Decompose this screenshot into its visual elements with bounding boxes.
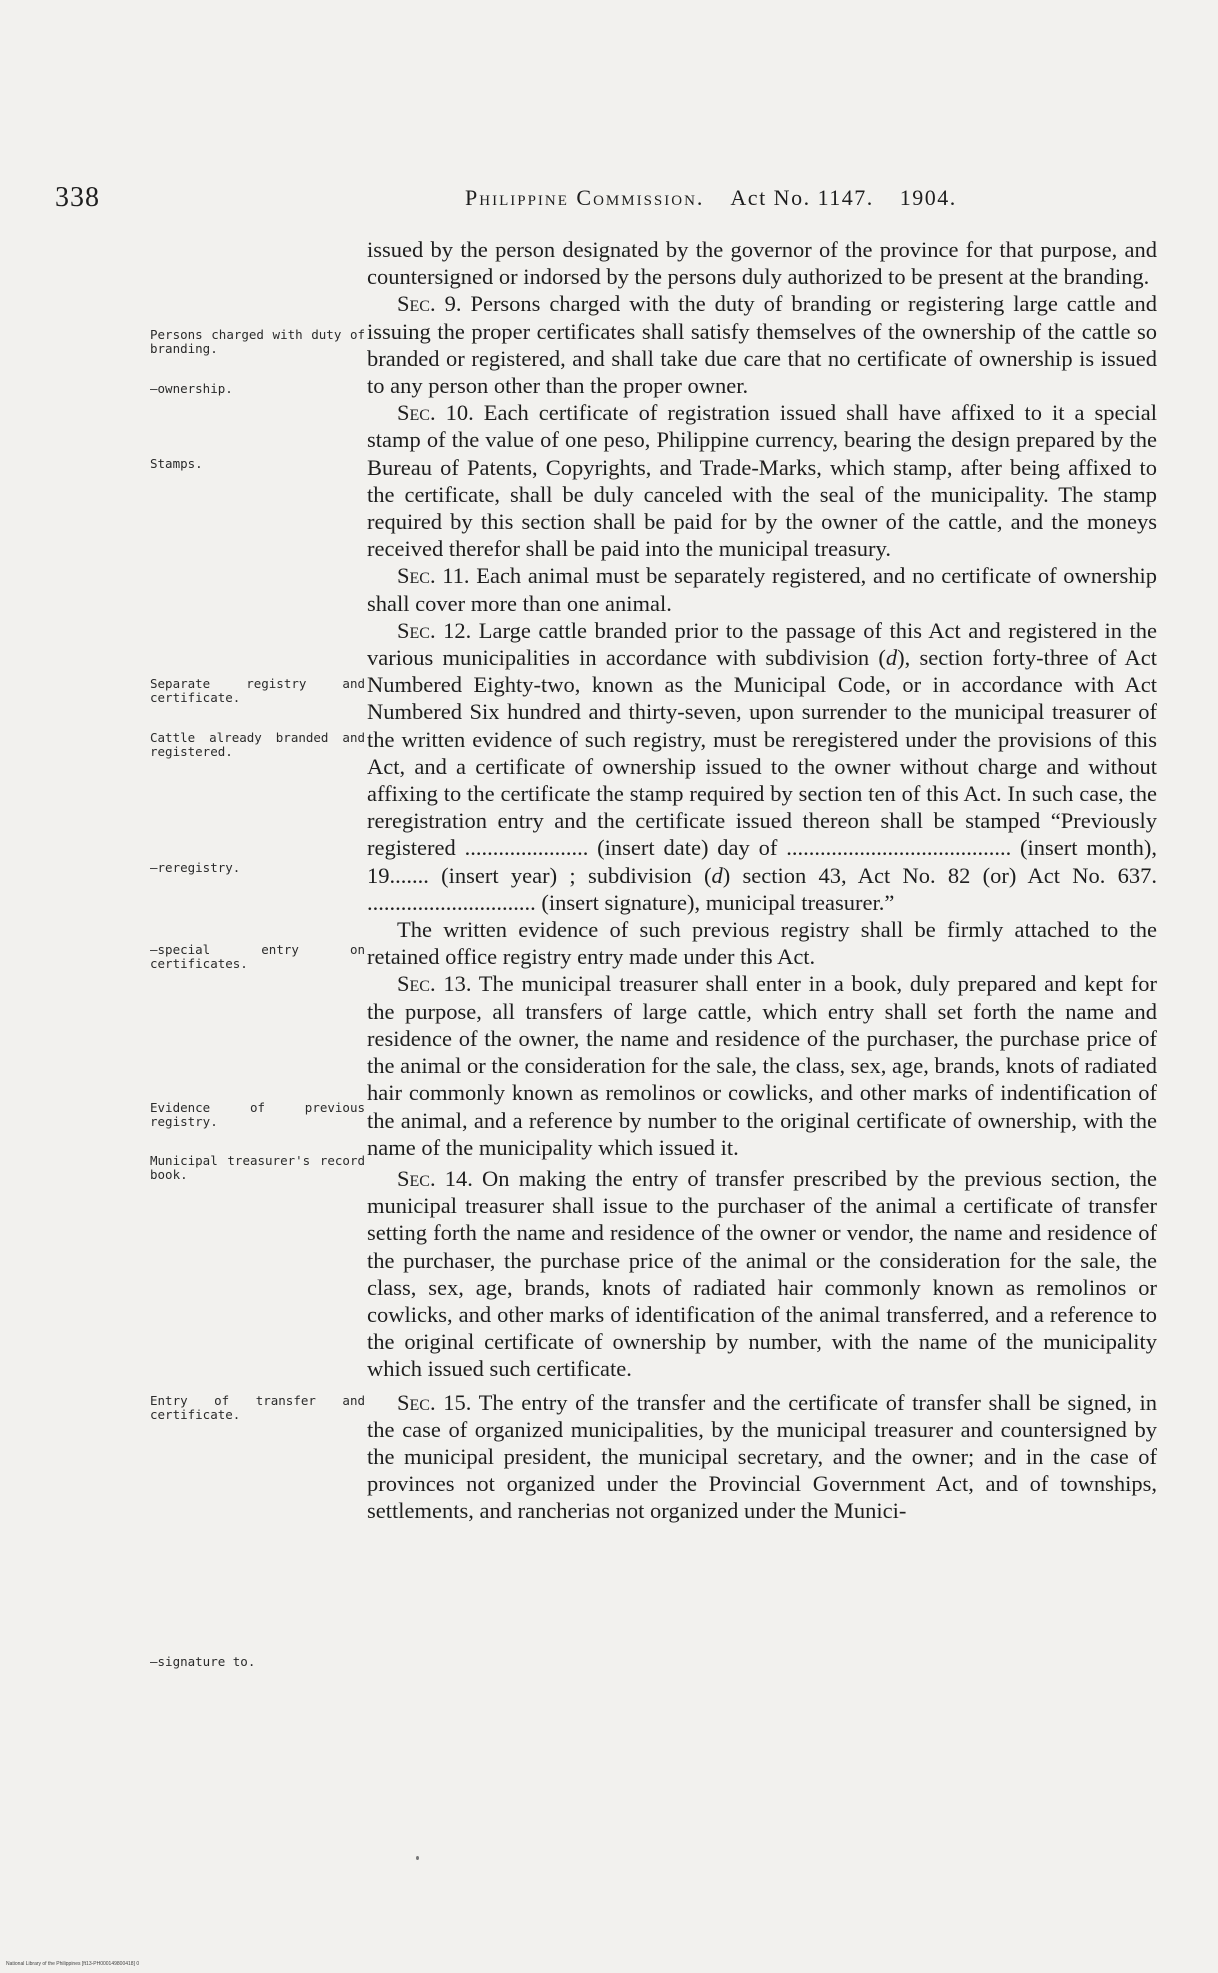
scan-footer: National Library of the Philippines [ft13-PH000149800418] 0 (6, 1961, 140, 1967)
section-12-text-a: Large cattle branded prior to the passage of this Act and registered in the various municipalities in accordance with subdivision ( (367, 617, 1158, 671)
section-15-label: Sec. 15. (397, 1389, 472, 1415)
margin-note-record-book: Municipal treasurer's record book. (150, 1153, 365, 1182)
running-head (465, 185, 1065, 211)
section-14 (367, 1165, 1157, 1383)
section-14-text: On making the entry of transfer prescribed by the previous section, the municipal treasurer shall issue to the purchaser of the animal a certificate of transfer setting forth the name and residence of the owner or vendor, the name and residence of the purchaser, the purchase price of the animal or the consideration for the sale, the class, sex, age, brands, knots of radiated hair commonly known as remolinos or cowlicks, and other marks of identification of the animal transferred, and a reference to the original certificate of ownership by number, with the name of the municipality which issued such certificate. (367, 1165, 1157, 1382)
paragraph-continuation: issued by the person designated by the governor of the province for that purpose, and countersigned or indorsed by the persons duly authorized to be present at the branding. (367, 237, 1157, 290)
section-14-label: Sec. 14. (397, 1165, 473, 1191)
margin-note-signature: —signature to. (150, 1654, 256, 1669)
print-speck (416, 1856, 419, 1860)
section-15 (367, 1389, 1157, 1525)
section-11 (367, 562, 1157, 616)
section-12-text-g: (insert signature), municipal treasurer.” (541, 889, 895, 915)
section-12-text-f: ) section 43, Act No. 82 (or) Act No. 637. (722, 862, 1158, 888)
section-10 (367, 399, 1157, 562)
section-15-text: The entry of the transfer and the certificate of transfer shall be signed, in the case of organized municipalities, by the municipal treasurer and countersigned by the municipal president, the municipal secretary, and the owner; and in the case of provinces not organized under the Provincial Government Act, and of townships, settlements, and rancherias not organized under the Munici- (367, 1389, 1157, 1524)
page-number: 338 (55, 182, 100, 213)
section-12-text-b: ), section forty-three of Act Numbered Eighty-two, known as the Municipal Code, or in accordance with Act Numbered Six hundred and thirty-seven, upon surrender to the municipal treasurer of the written evidence of such registry, must be reregistered under the provisions of this Act, and a certificate of ownership issued to the owner without charge and without affixing to the certificate the stamp required by section ten of this Act. In such case, the reregistration entry and the certificate issued thereon shall be stamped “Previously registered (367, 645, 1157, 861)
margin-note-evidence: Evidence of previous registry. (150, 1100, 365, 1129)
section-13-text: The municipal treasurer shall enter in a book, duly prepared and kept for the purpose, all transfers of large cattle, which entry shall set forth the name and residence of the owner, the name and residence of the purchaser, the purchase price of the animal or the consideration for the sale, the class, sex, age, brands, knots of radiated hair commonly known as remolinos or cowlicks, and other marks of indentification of the animal, and a reference by number to the original certificate of ownership, with the name of the municipality which issued it. (367, 971, 1158, 1160)
section-11-text: Each animal must be separately registered, and no certificate of ownership shall cover more than one animal. (367, 563, 1158, 616)
running-head-year: 1904. (899, 185, 957, 210)
section-13-label: Sec. 13. (397, 971, 472, 997)
margin-note-already-branded: Cattle already branded and registered. (150, 730, 365, 759)
subdivision-letter: d (711, 862, 723, 888)
blank-date: ...................... (464, 835, 589, 861)
margin-note-branding: Persons charged with duty of branding. (150, 327, 365, 356)
subdivision-letter: d (885, 645, 898, 671)
section-12-text-c: (insert date) day of (597, 835, 778, 861)
margin-note-ownership: —ownership. (150, 381, 233, 396)
margin-note-separate-registry: Separate registry and certificate. (150, 676, 365, 705)
section-9-text: Persons charged with the duty of branding or registering large cattle and issuing the proper certificates shall satisfy themselves of the ownership of the cattle so branded or registered, and shall take due care that no certificate of ownership is issued to any person other than the proper owner. (367, 291, 1157, 399)
running-head-title: Philippine Commission. (465, 185, 705, 210)
blank-signature: .............................. (367, 889, 536, 915)
blank-month: ........................................ (786, 835, 1012, 861)
section-13 (367, 970, 1157, 1160)
section-12-text-e: (insert year) ; subdivision ( (441, 862, 712, 888)
section-12-label: Sec. 12. (397, 617, 472, 643)
section-12-text-d: (insert month), 19 (367, 835, 1157, 888)
running-head-act: Act No. 1147. (730, 185, 874, 210)
section-11-label: Sec. 11. (397, 563, 470, 589)
margin-note-special-entry: —special entry on certificates. (150, 942, 365, 971)
blank-year: ....... (389, 862, 429, 888)
margin-note-reregistry: —reregistry. (150, 860, 241, 875)
body-text (367, 236, 1157, 1525)
section-10-label: Sec. 10. (397, 400, 474, 426)
section-9-label: Sec. 9. (397, 291, 462, 317)
margin-note-stamps: Stamps. (150, 456, 203, 471)
section-12 (367, 617, 1157, 916)
paragraph-evidence: The written evidence of such previous registry shall be firmly attached to the retained office registry entry made under this Act. (367, 917, 1157, 970)
section-10-text: Each certificate of registration issued shall have affixed to it a special stamp of the value of one peso, Philippine currency, bearing the design prepared by the Bureau of Patents, Copyrights, and Trade-Marks, which stamp, after being affixed to the certificate, shall be duly canceled with the seal of the municipality. The stamp required by this section shall be paid for by the owner of the cattle, and the moneys received therefor shall be paid into the municipal treasury. (367, 400, 1157, 562)
section-9 (367, 290, 1157, 399)
margin-note-entry-transfer: Entry of transfer and certificate. (150, 1393, 365, 1422)
